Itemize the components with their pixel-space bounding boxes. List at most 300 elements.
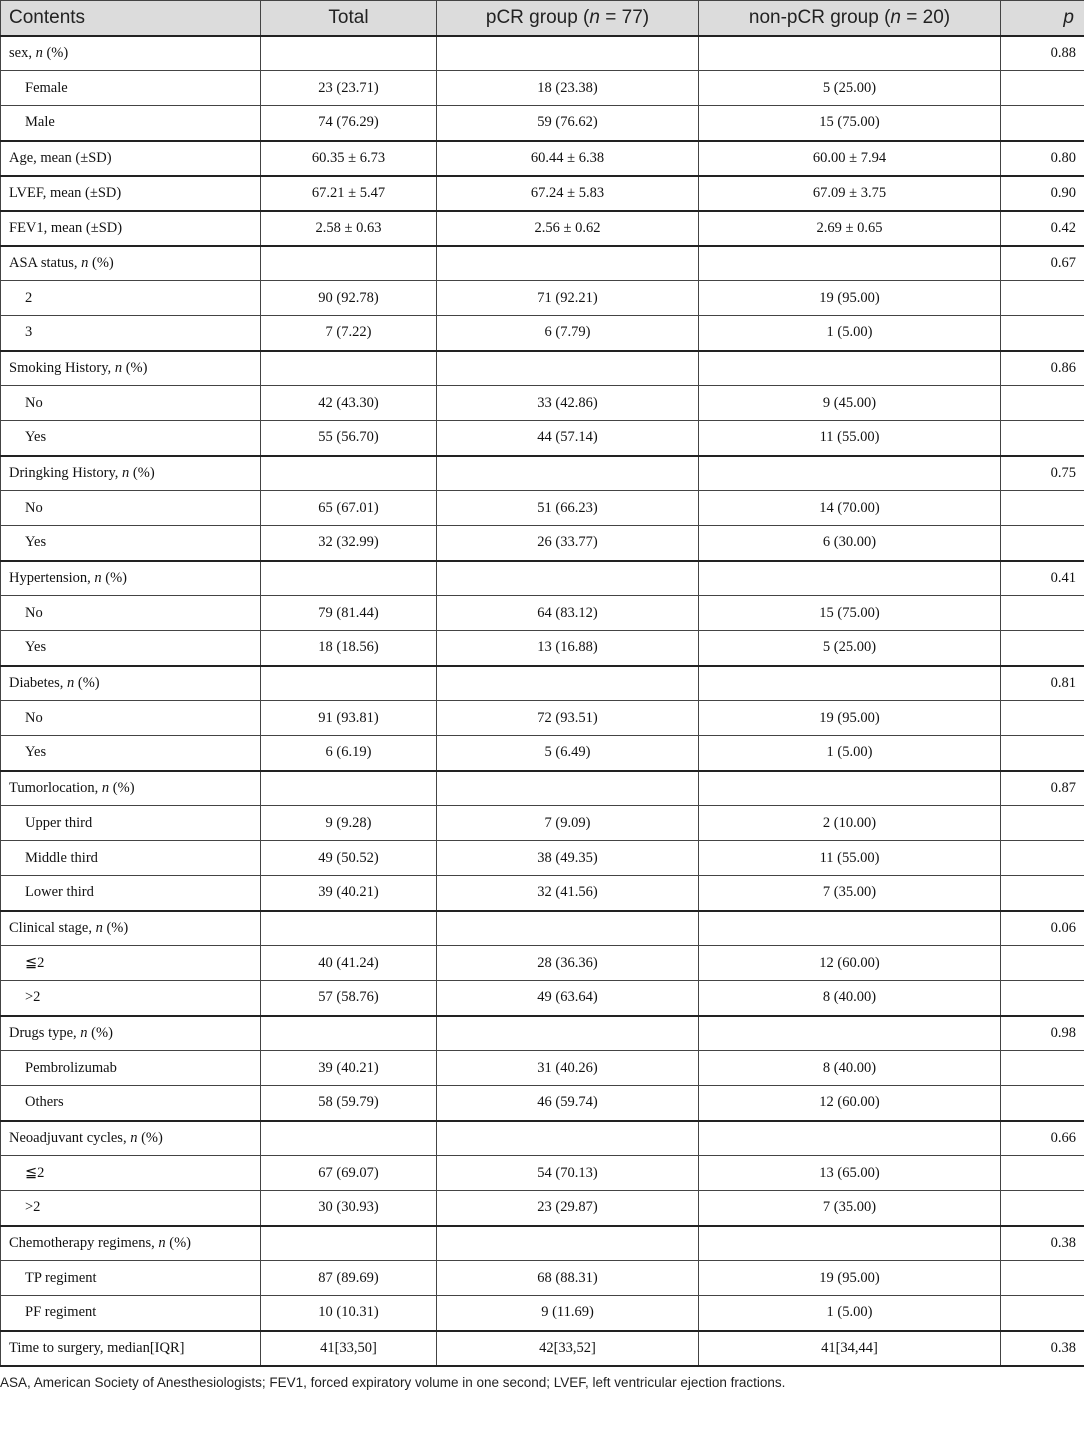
cell-total: 49 (50.52) xyxy=(261,841,437,876)
cell-nonpcr: 13 (65.00) xyxy=(699,1156,1001,1191)
cell-p-value xyxy=(1001,106,1084,141)
cell-pcr: 23 (29.87) xyxy=(437,1191,699,1226)
cell-p-value: 0.88 xyxy=(1001,36,1084,71)
cell-total xyxy=(261,456,437,491)
cell-nonpcr: 11 (55.00) xyxy=(699,841,1001,876)
cell-total: 79 (81.44) xyxy=(261,596,437,631)
cell-total: 10 (10.31) xyxy=(261,1296,437,1331)
table-row xyxy=(1,736,1084,771)
cell-total xyxy=(261,36,437,71)
cell-total xyxy=(261,1016,437,1051)
cell-p-value xyxy=(1001,876,1084,911)
cell-total: 39 (40.21) xyxy=(261,876,437,911)
row-label-text: Neoadjuvant cycles, xyxy=(9,1129,131,1146)
cell-pcr: 13 (16.88) xyxy=(437,631,699,666)
cell-nonpcr: 19 (95.00) xyxy=(699,281,1001,316)
table-row xyxy=(1,421,1084,456)
cell-pcr: 38 (49.35) xyxy=(437,841,699,876)
row-label-n: n xyxy=(114,359,123,376)
row-label xyxy=(1,1296,261,1331)
cell-nonpcr: 2 (10.00) xyxy=(699,806,1001,841)
cell-p-value xyxy=(1001,596,1084,631)
row-label-text: >2 xyxy=(25,989,41,1006)
cell-pcr: 5 (6.49) xyxy=(437,736,699,771)
cell-total: 18 (18.56) xyxy=(261,631,437,666)
cell-nonpcr xyxy=(699,911,1001,946)
row-label-text: Hypertension, xyxy=(9,569,95,586)
row-label-suffix: (%) xyxy=(74,674,100,691)
cell-total: 74 (76.29) xyxy=(261,106,437,141)
cell-pcr: 6 (7.79) xyxy=(437,316,699,351)
row-label-text: Drugs type, xyxy=(9,1024,81,1041)
row-label-text: Yes xyxy=(25,639,47,656)
row-label-text: ≦2 xyxy=(25,954,45,971)
cell-pcr xyxy=(437,666,699,701)
cell-p-value xyxy=(1001,1261,1084,1296)
row-label xyxy=(1,386,261,421)
table-row-group xyxy=(1,771,1084,806)
row-label-suffix: (%) xyxy=(101,569,127,586)
table-row-group xyxy=(1,246,1084,281)
row-label xyxy=(1,71,261,106)
cell-total xyxy=(261,771,437,806)
cell-pcr xyxy=(437,1016,699,1051)
cell-nonpcr: 14 (70.00) xyxy=(699,491,1001,526)
cell-p-value xyxy=(1001,806,1084,841)
row-label xyxy=(1,36,261,71)
row-label xyxy=(1,211,261,246)
row-label xyxy=(1,351,261,386)
row-label xyxy=(1,176,261,211)
header-nonpcr-group xyxy=(699,1,1001,36)
row-label-text: Age, mean (±SD) xyxy=(9,149,112,166)
header-pcr-suffix: = 77) xyxy=(599,6,650,28)
row-label-text: Pembrolizumab xyxy=(25,1059,117,1076)
cell-pcr: 46 (59.74) xyxy=(437,1086,699,1121)
cell-nonpcr xyxy=(699,246,1001,281)
cell-total: 41[33,50] xyxy=(261,1331,437,1366)
cell-p-value: 0.38 xyxy=(1001,1331,1084,1366)
table-row xyxy=(1,386,1084,421)
table-row xyxy=(1,526,1084,561)
table-row-group xyxy=(1,456,1084,491)
row-label-text: Tumorlocation, xyxy=(9,779,102,796)
row-label-text: Lower third xyxy=(25,884,94,901)
cell-p-value xyxy=(1001,316,1084,351)
table-row xyxy=(1,806,1084,841)
row-label-text: ASA status, xyxy=(9,254,82,271)
row-label xyxy=(1,736,261,771)
row-label-text: Dringking History, xyxy=(9,464,123,481)
cell-total: 7 (7.22) xyxy=(261,316,437,351)
table-row-group xyxy=(1,36,1084,71)
table-row-group xyxy=(1,666,1084,701)
row-label-n: n xyxy=(66,674,75,691)
cell-p-value: 0.87 xyxy=(1001,771,1084,806)
table-row xyxy=(1,316,1084,351)
row-label-text: Chemotherapy regimens, xyxy=(9,1234,159,1251)
cell-p-value xyxy=(1001,1191,1084,1226)
cell-p-value: 0.75 xyxy=(1001,456,1084,491)
row-label xyxy=(1,561,261,596)
row-label-text: Male xyxy=(25,114,55,131)
header-pcr-prefix: pCR group ( xyxy=(485,6,590,28)
row-label-n: n xyxy=(80,1024,88,1041)
header-row xyxy=(1,1,1084,36)
row-label-text: No xyxy=(25,394,43,411)
header-pcr-group xyxy=(437,1,699,36)
row-label xyxy=(1,876,261,911)
cell-total: 91 (93.81) xyxy=(261,701,437,736)
cell-pcr xyxy=(437,911,699,946)
cell-p-value xyxy=(1001,421,1084,456)
row-label-text: Yes xyxy=(25,534,47,551)
cell-p-value xyxy=(1001,1051,1084,1086)
cell-nonpcr: 8 (40.00) xyxy=(699,1051,1001,1086)
cell-pcr xyxy=(437,351,699,386)
cell-p-value: 0.42 xyxy=(1001,211,1084,246)
row-label xyxy=(1,1121,261,1156)
table-row-group xyxy=(1,176,1084,211)
row-label-n: n xyxy=(158,1234,166,1251)
table-row xyxy=(1,876,1084,911)
table-row xyxy=(1,596,1084,631)
row-label xyxy=(1,141,261,176)
cell-p-value xyxy=(1001,1156,1084,1191)
cell-total xyxy=(261,246,437,281)
cell-pcr: 72 (93.51) xyxy=(437,701,699,736)
cell-total xyxy=(261,1121,437,1156)
row-label-text: Smoking History, xyxy=(9,359,115,376)
cell-nonpcr: 60.00 ± 7.94 xyxy=(699,141,1001,176)
cell-total: 9 (9.28) xyxy=(261,806,437,841)
cell-pcr: 54 (70.13) xyxy=(437,1156,699,1191)
cell-nonpcr: 1 (5.00) xyxy=(699,1296,1001,1331)
cell-nonpcr: 1 (5.00) xyxy=(699,736,1001,771)
cell-p-value xyxy=(1001,946,1084,981)
row-label-text: Yes xyxy=(25,429,47,446)
cell-nonpcr: 12 (60.00) xyxy=(699,946,1001,981)
row-label-n: n xyxy=(94,569,102,586)
cell-total: 32 (32.99) xyxy=(261,526,437,561)
row-label xyxy=(1,701,261,736)
row-label-text: Others xyxy=(25,1094,64,1111)
row-label xyxy=(1,316,261,351)
cell-pcr: 64 (83.12) xyxy=(437,596,699,631)
cell-p-value: 0.38 xyxy=(1001,1226,1084,1261)
cell-total: 67 (69.07) xyxy=(261,1156,437,1191)
cell-total: 30 (30.93) xyxy=(261,1191,437,1226)
table-row xyxy=(1,631,1084,666)
table-body xyxy=(1,36,1084,1366)
table-row-group xyxy=(1,1226,1084,1261)
cell-pcr: 44 (57.14) xyxy=(437,421,699,456)
cell-p-value: 0.41 xyxy=(1001,561,1084,596)
cell-p-value: 0.66 xyxy=(1001,1121,1084,1156)
cell-pcr xyxy=(437,1121,699,1156)
cell-nonpcr: 8 (40.00) xyxy=(699,981,1001,1016)
row-label-text: LVEF, mean (±SD) xyxy=(9,184,122,201)
cell-pcr xyxy=(437,456,699,491)
cell-nonpcr xyxy=(699,36,1001,71)
cell-nonpcr: 9 (45.00) xyxy=(699,386,1001,421)
table-row xyxy=(1,1296,1084,1331)
row-label xyxy=(1,771,261,806)
cell-total: 87 (89.69) xyxy=(261,1261,437,1296)
cell-pcr xyxy=(437,771,699,806)
table-row xyxy=(1,946,1084,981)
row-label-text: Upper third xyxy=(25,814,93,831)
cell-nonpcr: 41[34,44] xyxy=(699,1331,1001,1366)
cell-nonpcr: 15 (75.00) xyxy=(699,596,1001,631)
cell-nonpcr: 11 (55.00) xyxy=(699,421,1001,456)
row-label xyxy=(1,246,261,281)
row-label-suffix: (%) xyxy=(122,359,148,376)
cell-nonpcr: 12 (60.00) xyxy=(699,1086,1001,1121)
cell-p-value xyxy=(1001,526,1084,561)
row-label-text: Yes xyxy=(25,744,47,761)
cell-total xyxy=(261,351,437,386)
row-label xyxy=(1,421,261,456)
row-label-text: No xyxy=(25,499,43,516)
cell-nonpcr: 19 (95.00) xyxy=(699,701,1001,736)
row-label-text: Middle third xyxy=(25,849,98,866)
table-row xyxy=(1,701,1084,736)
cell-pcr: 7 (9.09) xyxy=(437,806,699,841)
table-row-group xyxy=(1,141,1084,176)
cell-pcr: 51 (66.23) xyxy=(437,491,699,526)
cell-pcr xyxy=(437,246,699,281)
cell-total: 23 (23.71) xyxy=(261,71,437,106)
row-label-text: 3 xyxy=(25,324,33,341)
row-label-text: sex, xyxy=(9,44,36,61)
row-label-text: TP regiment xyxy=(25,1269,97,1286)
cell-nonpcr: 5 (25.00) xyxy=(699,71,1001,106)
cell-nonpcr xyxy=(699,1016,1001,1051)
cell-nonpcr: 15 (75.00) xyxy=(699,106,1001,141)
table-row-group xyxy=(1,1331,1084,1366)
cell-total: 2.58 ± 0.63 xyxy=(261,211,437,246)
row-label xyxy=(1,1261,261,1296)
row-label xyxy=(1,281,261,316)
row-label xyxy=(1,1156,261,1191)
header-pcr-n: n xyxy=(589,6,600,28)
header-p-value: p xyxy=(1001,1,1084,36)
row-label xyxy=(1,1051,261,1086)
cell-total: 58 (59.79) xyxy=(261,1086,437,1121)
cell-p-value xyxy=(1001,281,1084,316)
cell-pcr: 26 (33.77) xyxy=(437,526,699,561)
cell-p-value: 0.86 xyxy=(1001,351,1084,386)
row-label-suffix: (%) xyxy=(88,254,114,271)
cell-nonpcr xyxy=(699,1226,1001,1261)
row-label xyxy=(1,666,261,701)
table-row-group xyxy=(1,211,1084,246)
table-row xyxy=(1,1086,1084,1121)
row-label xyxy=(1,456,261,491)
cell-p-value xyxy=(1001,631,1084,666)
row-label xyxy=(1,1226,261,1261)
row-label xyxy=(1,631,261,666)
row-label-text: PF regiment xyxy=(25,1304,97,1321)
row-label xyxy=(1,596,261,631)
row-label-n: n xyxy=(95,919,103,936)
cell-total: 55 (56.70) xyxy=(261,421,437,456)
cell-nonpcr: 1 (5.00) xyxy=(699,316,1001,351)
cell-nonpcr xyxy=(699,456,1001,491)
row-label-text: Female xyxy=(25,79,68,96)
cell-p-value xyxy=(1001,1296,1084,1331)
cell-pcr: 49 (63.64) xyxy=(437,981,699,1016)
row-label xyxy=(1,981,261,1016)
cell-total: 39 (40.21) xyxy=(261,1051,437,1086)
header-contents: Contents xyxy=(1,1,261,36)
cell-p-value xyxy=(1001,841,1084,876)
cell-nonpcr xyxy=(699,561,1001,596)
cell-nonpcr: 19 (95.00) xyxy=(699,1261,1001,1296)
row-label-n: n xyxy=(35,44,43,61)
cell-pcr: 32 (41.56) xyxy=(437,876,699,911)
row-label xyxy=(1,106,261,141)
cell-p-value xyxy=(1001,386,1084,421)
cell-p-value: 0.90 xyxy=(1001,176,1084,211)
row-label-text: >2 xyxy=(25,1199,41,1216)
row-label-text: ≦2 xyxy=(25,1164,45,1181)
table-row-group xyxy=(1,1016,1084,1051)
cell-pcr xyxy=(437,36,699,71)
cell-total: 60.35 ± 6.73 xyxy=(261,141,437,176)
header-nonpcr-prefix: non-pCR group ( xyxy=(748,6,891,28)
row-label xyxy=(1,841,261,876)
cell-pcr: 59 (76.62) xyxy=(437,106,699,141)
table-row-group xyxy=(1,911,1084,946)
table-row xyxy=(1,981,1084,1016)
cell-p-value xyxy=(1001,736,1084,771)
row-label-suffix: (%) xyxy=(129,464,155,481)
row-label xyxy=(1,1191,261,1226)
table-row xyxy=(1,1261,1084,1296)
cell-nonpcr: 67.09 ± 3.75 xyxy=(699,176,1001,211)
table-row-group xyxy=(1,561,1084,596)
cell-total: 65 (67.01) xyxy=(261,491,437,526)
cell-pcr: 28 (36.36) xyxy=(437,946,699,981)
cell-p-value: 0.98 xyxy=(1001,1016,1084,1051)
cell-p-value: 0.80 xyxy=(1001,141,1084,176)
table-row xyxy=(1,71,1084,106)
cell-total: 67.21 ± 5.47 xyxy=(261,176,437,211)
cell-p-value xyxy=(1001,701,1084,736)
row-label-text: Diabetes, xyxy=(9,674,67,691)
cell-pcr: 42[33,52] xyxy=(437,1331,699,1366)
table-row-group xyxy=(1,351,1084,386)
row-label-suffix: (%) xyxy=(42,44,69,61)
table-row xyxy=(1,491,1084,526)
cell-p-value xyxy=(1001,491,1084,526)
cell-p-value: 0.06 xyxy=(1001,911,1084,946)
row-label-text: Clinical stage, xyxy=(9,919,96,936)
row-label xyxy=(1,1331,261,1366)
table-row xyxy=(1,841,1084,876)
table-row xyxy=(1,1191,1084,1226)
table-row xyxy=(1,281,1084,316)
row-label xyxy=(1,526,261,561)
cell-pcr: 31 (40.26) xyxy=(437,1051,699,1086)
cell-total: 42 (43.30) xyxy=(261,386,437,421)
cell-total: 90 (92.78) xyxy=(261,281,437,316)
cell-pcr: 2.56 ± 0.62 xyxy=(437,211,699,246)
cell-total: 6 (6.19) xyxy=(261,736,437,771)
row-label-text: 2 xyxy=(25,289,33,306)
cell-pcr: 33 (42.86) xyxy=(437,386,699,421)
cell-total xyxy=(261,1226,437,1261)
cell-p-value xyxy=(1001,1086,1084,1121)
header-total: Total xyxy=(261,1,437,36)
cell-pcr: 67.24 ± 5.83 xyxy=(437,176,699,211)
cell-pcr: 60.44 ± 6.38 xyxy=(437,141,699,176)
cell-pcr: 18 (23.38) xyxy=(437,71,699,106)
cell-total: 57 (58.76) xyxy=(261,981,437,1016)
table-row-group xyxy=(1,1121,1084,1156)
row-label xyxy=(1,491,261,526)
cell-p-value xyxy=(1001,71,1084,106)
cell-nonpcr xyxy=(699,351,1001,386)
cell-total: 40 (41.24) xyxy=(261,946,437,981)
header-nonpcr-suffix: = 20) xyxy=(900,6,951,28)
cell-nonpcr: 2.69 ± 0.65 xyxy=(699,211,1001,246)
cell-nonpcr xyxy=(699,666,1001,701)
row-label-suffix: (%) xyxy=(137,1129,163,1146)
table-row xyxy=(1,106,1084,141)
row-label-text: No xyxy=(25,604,43,621)
cell-pcr xyxy=(437,1226,699,1261)
table-row xyxy=(1,1051,1084,1086)
row-label-text: No xyxy=(25,709,43,726)
row-label xyxy=(1,806,261,841)
row-label xyxy=(1,1086,261,1121)
cell-nonpcr: 7 (35.00) xyxy=(699,1191,1001,1226)
row-label-suffix: (%) xyxy=(109,779,135,796)
row-label-n: n xyxy=(101,779,110,796)
cell-total xyxy=(261,911,437,946)
table-footnote: ASA, American Society of Anesthesiologists; FEV1, forced expiratory volume in one second; LVEF, left ventricular ejection fractions. xyxy=(0,1374,786,1390)
row-label-suffix: (%) xyxy=(102,919,129,936)
row-label xyxy=(1,946,261,981)
cell-nonpcr: 6 (30.00) xyxy=(699,526,1001,561)
cell-p-value: 0.81 xyxy=(1001,666,1084,701)
table-header xyxy=(1,1,1084,36)
cell-total xyxy=(261,561,437,596)
header-nonpcr-n: n xyxy=(890,6,901,28)
cell-pcr: 71 (92.21) xyxy=(437,281,699,316)
cell-pcr xyxy=(437,561,699,596)
cell-pcr: 9 (11.69) xyxy=(437,1296,699,1331)
row-label-text: Time to surgery, median[IQR] xyxy=(9,1339,185,1356)
row-label xyxy=(1,911,261,946)
row-label-suffix: (%) xyxy=(87,1024,113,1041)
cell-p-value xyxy=(1001,981,1084,1016)
cell-nonpcr: 7 (35.00) xyxy=(699,876,1001,911)
cell-nonpcr xyxy=(699,1121,1001,1156)
cell-nonpcr: 5 (25.00) xyxy=(699,631,1001,666)
table-row xyxy=(1,1156,1084,1191)
row-label-suffix: (%) xyxy=(165,1234,192,1251)
row-label-n: n xyxy=(81,254,89,271)
row-label-n: n xyxy=(122,464,130,481)
cell-nonpcr xyxy=(699,771,1001,806)
cell-total xyxy=(261,666,437,701)
row-label-n: n xyxy=(130,1129,138,1146)
row-label-text: FEV1, mean (±SD) xyxy=(9,219,123,236)
